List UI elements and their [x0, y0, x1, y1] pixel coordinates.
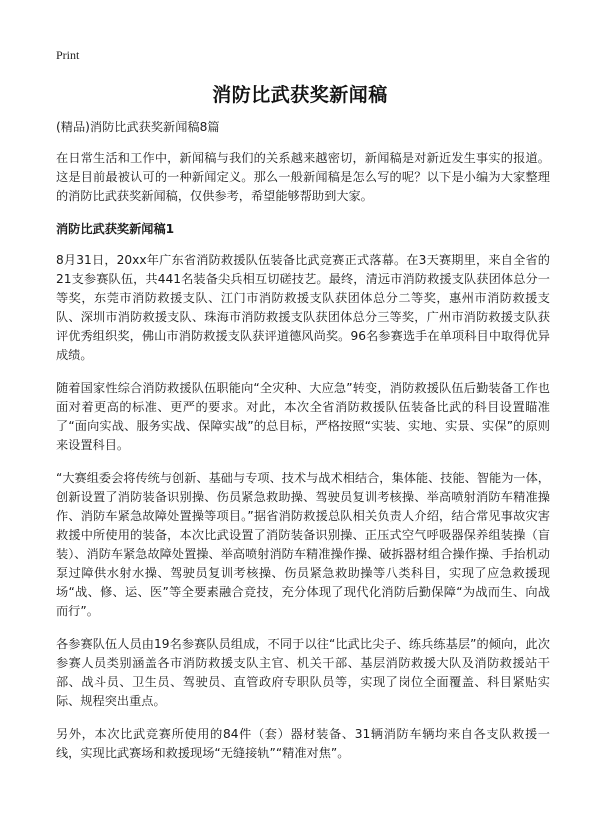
section-heading: 消防比武获奖新闻稿1	[56, 222, 175, 236]
body-paragraph-2: 随着国家性综合消防救援队伍职能向“全灾种、大应急”转变，消防救援队伍后勤装备工作也面对着更高的标准、更严的要求。对此，本次全省消防救援队伍装备比武的科目设置瞄准了“面向实战、服务实战、保障实战”的总目标，严格按照“实装、实地、实景、实保”的原则来设置科目。	[56, 381, 550, 452]
body-paragraph-1: 8月31日，20xx年广东省消防救援队伍装备比武竞赛正式落幕。在3天赛期里，来自全省的21支参赛队伍，共441名装备尖兵相互切磋技艺。最终，清远市消防救援支队获团体总分一等奖，东莞市消防救援支队、江门市消防救援支队获团体总分二等奖，惠州市消防救援支队、深圳市消防救援支队、珠海市消防救援支队获团体总分三等奖，广州市消防救援支队获评优秀组织奖，佛山市消防救援支队获评道德风尚奖。96名参赛选手在单项科目中取得优异成绩。	[56, 253, 550, 362]
print-label: Print	[56, 48, 80, 62]
body-paragraph-4: 各参赛队伍人员由19名参赛队员组成，不同于以往“比武比尖子、练兵练基层”的倾向，此次参赛人员类别涵盖各市消防救援支队主官、机关干部、基层消防救援大队及消防救援站干部、战斗员、卫生员、驾驶员、直管政府专职队员等，实现了岗位全面覆盖、科目紧贴实际、规程突出重点。	[56, 637, 550, 708]
body-paragraph-3: “大赛组委会将传统与创新、基础与专项、技术与战术相结合，集体能、技能、智能为一体，创新设置了消防装备识别操、伤员紧急救助操、驾驶员复训考核操、举高喷射消防车精准操作、消防车紧急故障处置操等项目。”据省消防救援总队相关负责人介绍，结合常见事故灾害救援中所使用的装备，本次比武设置了消防装备识别操、正压式空气呼吸器保养组装操（盲装）、消防车紧急故障处置操、举高喷射消防车精准操作操、破拆器材组合操作操、手抬机动泵过障供水射水操、驾驶员复训考核操、伤员紧急救助操等八类科目，实现了应急救援现场“战、修、运、医”等全要素融合竞技，充分体现了现代化消防后勤保障“为战而生、向战而行”。	[56, 471, 550, 618]
body-paragraph-5: 另外，本次比武竞赛所使用的84件（套）器材装备、31辆消防车辆均来自各支队救援一线，实现比武赛场和救援现场“无缝接轨”“精准对焦”。	[56, 727, 550, 760]
intro-paragraph: 在日常生活和工作中，新闻稿与我们的关系越来越密切，新闻稿是对新近发生事实的报道。这是目前最被认可的一种新闻定义。那么一般新闻稿是怎么写的呢？以下是小编为大家整理的消防比武获奖新闻稿，仅供参考，希望能够帮助到大家。	[56, 151, 550, 203]
document-subtitle: (精品)消防比武获奖新闻稿8篇	[56, 120, 220, 134]
document-body	[56, 118, 550, 777]
page-title: 消防比武获奖新闻稿	[212, 84, 388, 106]
